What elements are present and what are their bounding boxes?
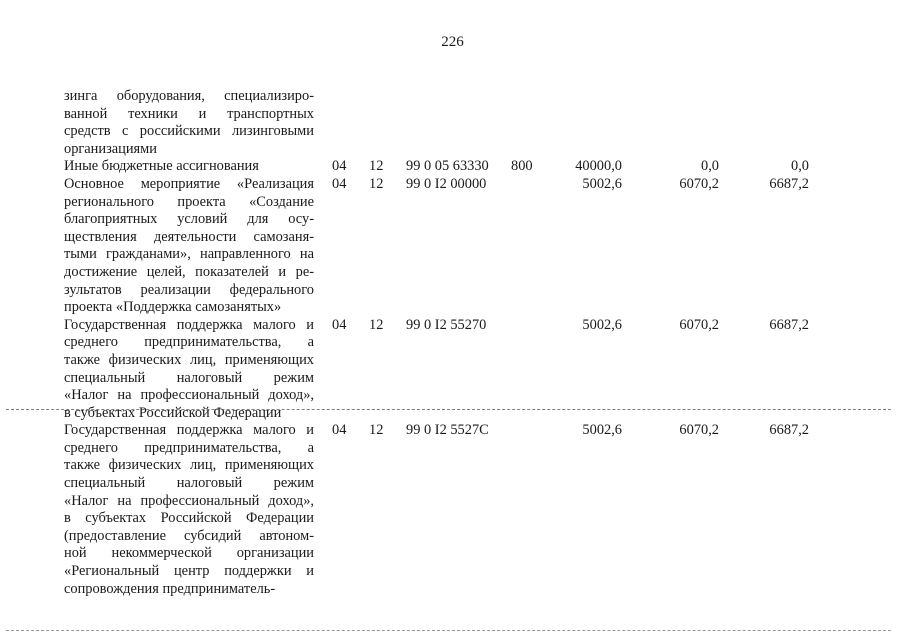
description-line: (предоставление субсидий автоном- [64,527,314,544]
description-line: также физических лиц, применяющих [64,351,314,368]
description-line: специальный налоговый режим [64,475,314,492]
description-line: среднего предпринимательства, а [64,439,314,456]
description-line: благоприятных условий для осу- [64,211,314,228]
amount-year-3: 6687,2 [769,422,809,439]
target-article-code: 99 0 I2 5527С [406,422,489,439]
description-line: специальный налоговый режим [64,369,314,386]
target-article-code: 99 0 I2 55270 [406,316,487,333]
page-number: 226 [441,34,464,50]
amount-year-2: 6070,2 [679,422,719,439]
row-description [64,158,314,176]
description-line: средств с российскими лизинговыми [64,123,314,140]
amount-year-3: 6687,2 [769,175,809,192]
description-line: организациями [64,140,157,157]
description-line: «Налог на профессиональный доход», [64,492,314,509]
expense-type-code: 800 [511,158,533,175]
amount-year-1: 5002,6 [582,175,622,192]
table-row [64,317,844,423]
description-line: проекта «Поддержка самозанятых» [64,299,282,316]
amount-year-1: 40000,0 [575,158,622,175]
description-line: также физических лиц, применяющих [64,457,314,474]
description-line: тыми гражданами», направленного на [64,246,314,263]
budget-table [64,88,844,598]
table-row [64,158,844,176]
description-line: сопровождения предприниматель- [64,580,276,597]
section-code: 04 [332,316,347,333]
row-description [64,88,314,158]
scan-separator-line [6,409,891,410]
table-row [64,176,844,317]
description-line: зультатов реализации федерального [64,281,314,298]
row-description [64,317,314,423]
description-line: ванной техники и транспортных [64,105,314,122]
description-line: «Налог на профессиональный доход», [64,387,314,404]
table-row [64,88,844,158]
description-line: в субъектах Российской Федерации [64,510,314,527]
amount-year-2: 0,0 [701,158,719,175]
amount-year-1: 5002,6 [582,316,622,333]
amount-year-1: 5002,6 [582,422,622,439]
description-line: Иные бюджетные ассигнования [64,158,259,175]
amount-year-3: 6687,2 [769,316,809,333]
description-line: Государственная поддержка малого и [64,422,314,439]
target-article-code: 99 0 05 63330 [406,158,489,175]
description-line: ществления деятельности самозаня- [64,228,314,245]
description-line: достижение целей, показателей и ре- [64,263,314,280]
description-line: регионального проекта «Создание [64,193,314,210]
amount-year-2: 6070,2 [679,175,719,192]
description-line: ной некоммерческой организации [64,545,314,562]
description-line: среднего предпринимательства, а [64,334,314,351]
description-line: Основное мероприятие «Реализация [64,175,314,192]
subsection-code: 12 [369,158,384,175]
row-description [64,422,314,598]
subsection-code: 12 [369,316,384,333]
amount-year-3: 0,0 [791,158,809,175]
scan-bottom-line [6,630,891,631]
section-code: 04 [332,422,347,439]
description-line: зинга оборудования, специализиро- [64,88,314,104]
description-line: Государственная поддержка малого и [64,316,314,333]
section-code: 04 [332,175,347,192]
section-code: 04 [332,158,347,175]
subsection-code: 12 [369,175,384,192]
description-line: в субъектах Российской Федерации [64,404,282,421]
subsection-code: 12 [369,422,384,439]
row-description [64,176,314,317]
description-line: «Региональный центр поддержки и [64,563,314,580]
amount-year-2: 6070,2 [679,316,719,333]
table-row [64,422,844,598]
target-article-code: 99 0 I2 00000 [406,175,487,192]
